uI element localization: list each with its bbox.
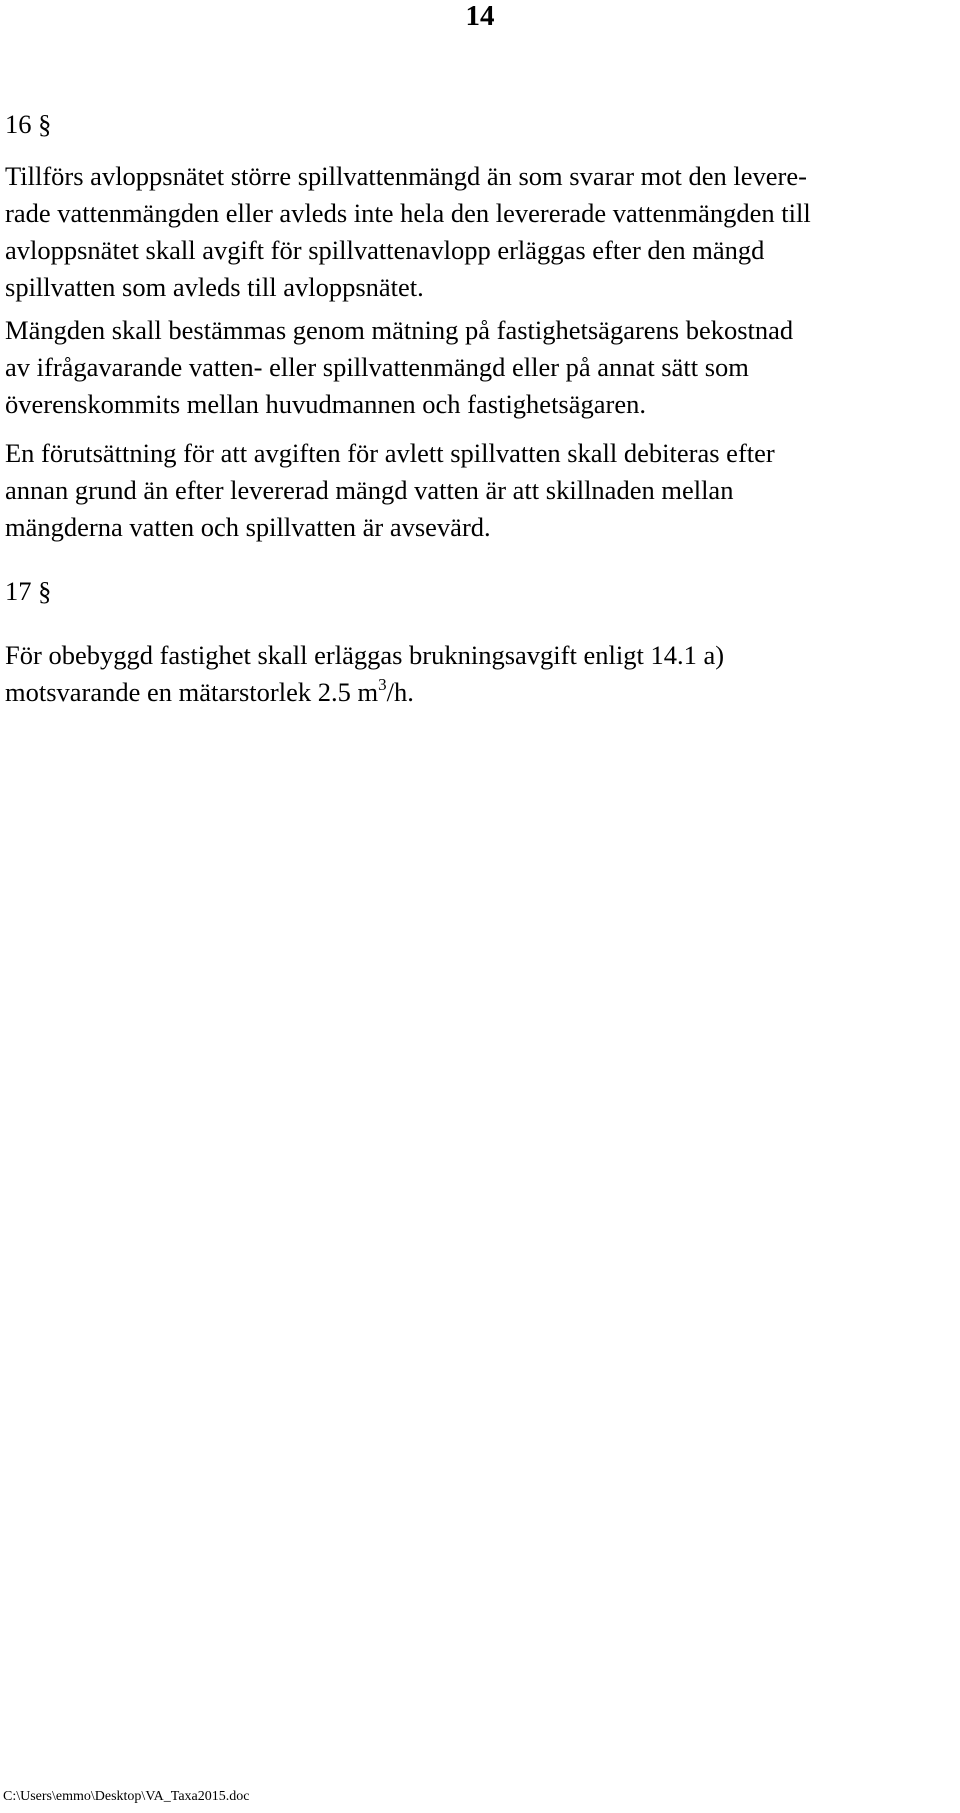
paragraph-line: spillvatten som avleds till avloppsnätet.: [5, 272, 424, 302]
paragraph-line: avloppsnätet skall avgift för spillvattenavlopp erläggas efter den mängd: [5, 235, 765, 265]
paragraph-line: överenskommits mellan huvudmannen och fastighetsägaren.: [5, 389, 646, 419]
section-heading-16: 16 §: [5, 109, 52, 139]
paragraph-2: [5, 312, 955, 423]
paragraph-line: Tillförs avloppsnätet större spillvattenmängd än som svarar mot den levere-: [5, 161, 807, 191]
paragraph-text: motsvarande en mätarstorlek 2.5 m: [5, 677, 379, 707]
paragraph-line: För obebyggd fastighet skall erläggas brukningsavgift enligt 14.1 a): [5, 640, 725, 670]
paragraph-line: av ifrågavarande vatten- eller spillvattenmängd eller på annat sätt som: [5, 352, 749, 382]
page-number: 14: [465, 0, 495, 32]
paragraph-line: mängderna vatten och spillvatten är avsevärd.: [5, 512, 491, 542]
footer-file-path: C:\Users\emmo\Desktop\VA_Taxa2015.doc: [3, 1789, 250, 1804]
paragraph-line: Mängden skall bestämmas genom mätning på fastighetsägarens bekostnad: [5, 315, 794, 345]
section-heading-17: 17 §: [5, 576, 52, 606]
paragraph-3: [5, 435, 955, 546]
paragraph-line: En förutsättning för att avgiften för avlett spillvatten skall debiteras efter: [5, 438, 775, 468]
paragraph-4: [5, 637, 955, 711]
paragraph-1: [5, 158, 955, 306]
paragraph-line: [5, 674, 955, 711]
paragraph-line: annan grund än efter levererad mängd vatten är att skillnaden mellan: [5, 475, 734, 505]
paragraph-line: rade vattenmängden eller avleds inte hela den levererade vattenmängden till: [5, 198, 811, 228]
unit-suffix: /h.: [386, 677, 414, 707]
superscript: 3: [378, 675, 387, 694]
